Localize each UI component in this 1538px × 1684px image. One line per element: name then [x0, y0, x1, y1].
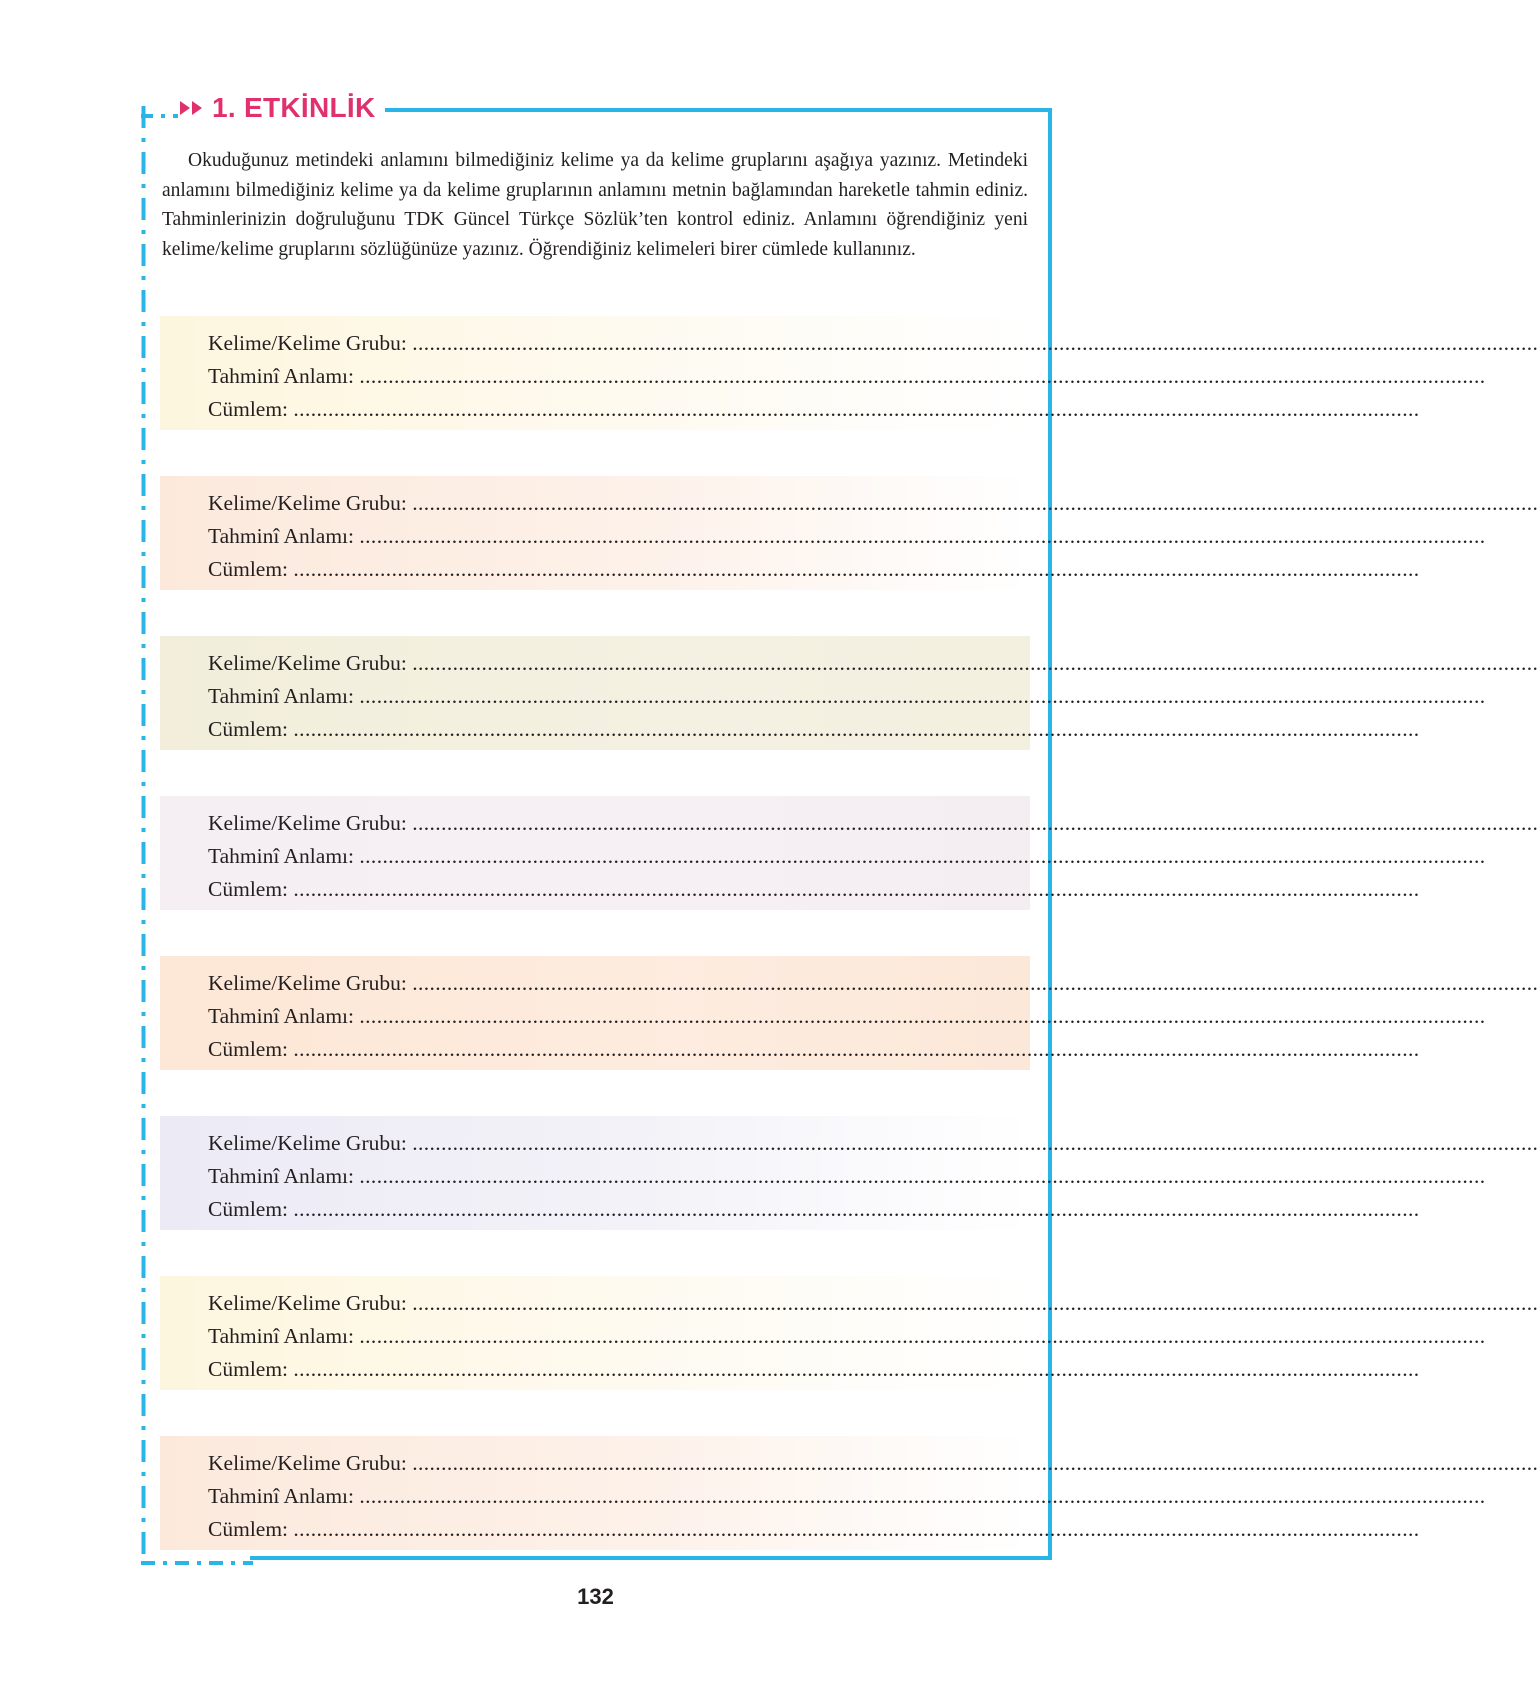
sentence-row [208, 1513, 1420, 1546]
meaning-blank[interactable]: ................................................................................................................................................................................................... [359, 684, 1486, 708]
sentence-blank[interactable]: ................................................................................................................................................................................................... [293, 1357, 1420, 1381]
activity-title: 1. ETKİNLİK [212, 92, 376, 123]
page-number: 132 [577, 1584, 614, 1609]
word-blank[interactable]: ................................................................................................................................................................................................... [412, 1131, 1538, 1155]
word-label: Kelime/Kelime Grubu: [208, 331, 407, 355]
word-blank[interactable]: ................................................................................................................................................................................................... [412, 491, 1538, 515]
frame-top-border [385, 108, 1052, 112]
sentence-blank[interactable]: ................................................................................................................................................................................................... [293, 557, 1420, 581]
frame-bottom-dashed-segment [141, 1553, 253, 1571]
word-label: Kelime/Kelime Grubu: [208, 1451, 407, 1475]
word-row [208, 647, 1538, 680]
sentence-blank[interactable]: ................................................................................................................................................................................................... [293, 717, 1420, 741]
word-blank[interactable]: ................................................................................................................................................................................................... [412, 811, 1538, 835]
vocabulary-entry-block [160, 1116, 1538, 1230]
sentence-row [208, 713, 1420, 746]
meaning-blank[interactable]: ................................................................................................................................................................................................... [359, 364, 1486, 388]
frame-left-dashed-border [141, 106, 146, 1558]
sentence-row [208, 873, 1420, 906]
sentence-label: Cümlem: [208, 877, 289, 901]
sentence-label: Cümlem: [208, 397, 289, 421]
activity-header [178, 90, 380, 126]
meaning-label: Tahminî Anlamı: [208, 364, 354, 388]
sentence-row [208, 393, 1420, 426]
sentence-label: Cümlem: [208, 1037, 289, 1061]
vocabulary-entry-block [160, 956, 1538, 1070]
double-arrow-icon [178, 99, 206, 117]
word-blank[interactable]: ................................................................................................................................................................................................... [412, 331, 1538, 355]
meaning-row [208, 1000, 1486, 1033]
vocabulary-entry-block [160, 796, 1538, 910]
word-row [208, 807, 1538, 840]
meaning-blank[interactable]: ................................................................................................................................................................................................... [359, 524, 1486, 548]
meaning-label: Tahminî Anlamı: [208, 1324, 354, 1348]
word-blank[interactable]: ................................................................................................................................................................................................... [412, 651, 1538, 675]
sentence-blank[interactable]: ................................................................................................................................................................................................... [293, 397, 1420, 421]
word-row [208, 1287, 1538, 1320]
frame-top-dashed-segment [141, 106, 181, 124]
meaning-row [208, 520, 1486, 553]
meaning-blank[interactable]: ................................................................................................................................................................................................... [359, 1004, 1486, 1028]
frame-bottom-border [250, 1556, 1052, 1560]
sentence-label: Cümlem: [208, 717, 289, 741]
meaning-label: Tahminî Anlamı: [208, 844, 354, 868]
sentence-row [208, 553, 1420, 586]
sentence-label: Cümlem: [208, 1197, 289, 1221]
sentence-row [208, 1033, 1420, 1066]
meaning-row [208, 1320, 1486, 1353]
sentence-label: Cümlem: [208, 1357, 289, 1381]
vocabulary-entry-block [160, 1436, 1538, 1550]
word-row [208, 967, 1538, 1000]
meaning-row [208, 680, 1486, 713]
word-label: Kelime/Kelime Grubu: [208, 811, 407, 835]
word-label: Kelime/Kelime Grubu: [208, 971, 407, 995]
meaning-label: Tahminî Anlamı: [208, 1484, 354, 1508]
sentence-blank[interactable]: ................................................................................................................................................................................................... [293, 1037, 1420, 1061]
meaning-row [208, 1160, 1486, 1193]
sentence-label: Cümlem: [208, 557, 289, 581]
meaning-blank[interactable]: ................................................................................................................................................................................................... [359, 844, 1486, 868]
word-blank[interactable]: ................................................................................................................................................................................................... [412, 1451, 1538, 1475]
word-row [208, 1127, 1538, 1160]
sentence-blank[interactable]: ................................................................................................................................................................................................... [293, 1517, 1420, 1541]
meaning-label: Tahminî Anlamı: [208, 684, 354, 708]
word-blank[interactable]: ................................................................................................................................................................................................... [412, 971, 1538, 995]
word-row [208, 327, 1538, 360]
vocabulary-entry-block [160, 636, 1538, 750]
vocabulary-entry-block [160, 316, 1538, 430]
sentence-blank[interactable]: ................................................................................................................................................................................................... [293, 1197, 1420, 1221]
vocabulary-entry-block [160, 476, 1538, 590]
sentence-label: Cümlem: [208, 1517, 289, 1541]
word-label: Kelime/Kelime Grubu: [208, 1291, 407, 1315]
word-label: Kelime/Kelime Grubu: [208, 1131, 407, 1155]
meaning-row [208, 1480, 1486, 1513]
meaning-blank[interactable]: ................................................................................................................................................................................................... [359, 1484, 1486, 1508]
sentence-row [208, 1193, 1420, 1226]
activity-instructions: Okuduğunuz metindeki anlamını bilmediğiniz kelime ya da kelime gruplarını aşağıya yazınız. Metindeki anlamını bilmediğiniz kelime ya da kelime gruplarının anlamını metnin bağlamından hareketle tahmin ediniz. Tahminlerinizin doğruluğunu TDK Güncel Türkçe Sözlük’ten kontrol ediniz. Anlamını öğrendiğiniz yeni kelime/kelime gruplarını sözlüğünüze yazınız. Öğrendiğiniz kelimeleri birer cümlede kullanınız. [162, 150, 1028, 260]
meaning-label: Tahminî Anlamı: [208, 1164, 354, 1188]
sentence-row [208, 1353, 1420, 1386]
meaning-row [208, 360, 1486, 393]
meaning-label: Tahminî Anlamı: [208, 1004, 354, 1028]
meaning-row [208, 840, 1486, 873]
word-blank[interactable]: ................................................................................................................................................................................................... [412, 1291, 1538, 1315]
vocabulary-entry-block [160, 1276, 1538, 1390]
word-row [208, 1447, 1538, 1480]
meaning-blank[interactable]: ................................................................................................................................................................................................... [359, 1164, 1486, 1188]
word-label: Kelime/Kelime Grubu: [208, 651, 407, 675]
word-row [208, 487, 1538, 520]
meaning-blank[interactable]: ................................................................................................................................................................................................... [359, 1324, 1486, 1348]
word-label: Kelime/Kelime Grubu: [208, 491, 407, 515]
sentence-blank[interactable]: ................................................................................................................................................................................................... [293, 877, 1420, 901]
meaning-label: Tahminî Anlamı: [208, 524, 354, 548]
